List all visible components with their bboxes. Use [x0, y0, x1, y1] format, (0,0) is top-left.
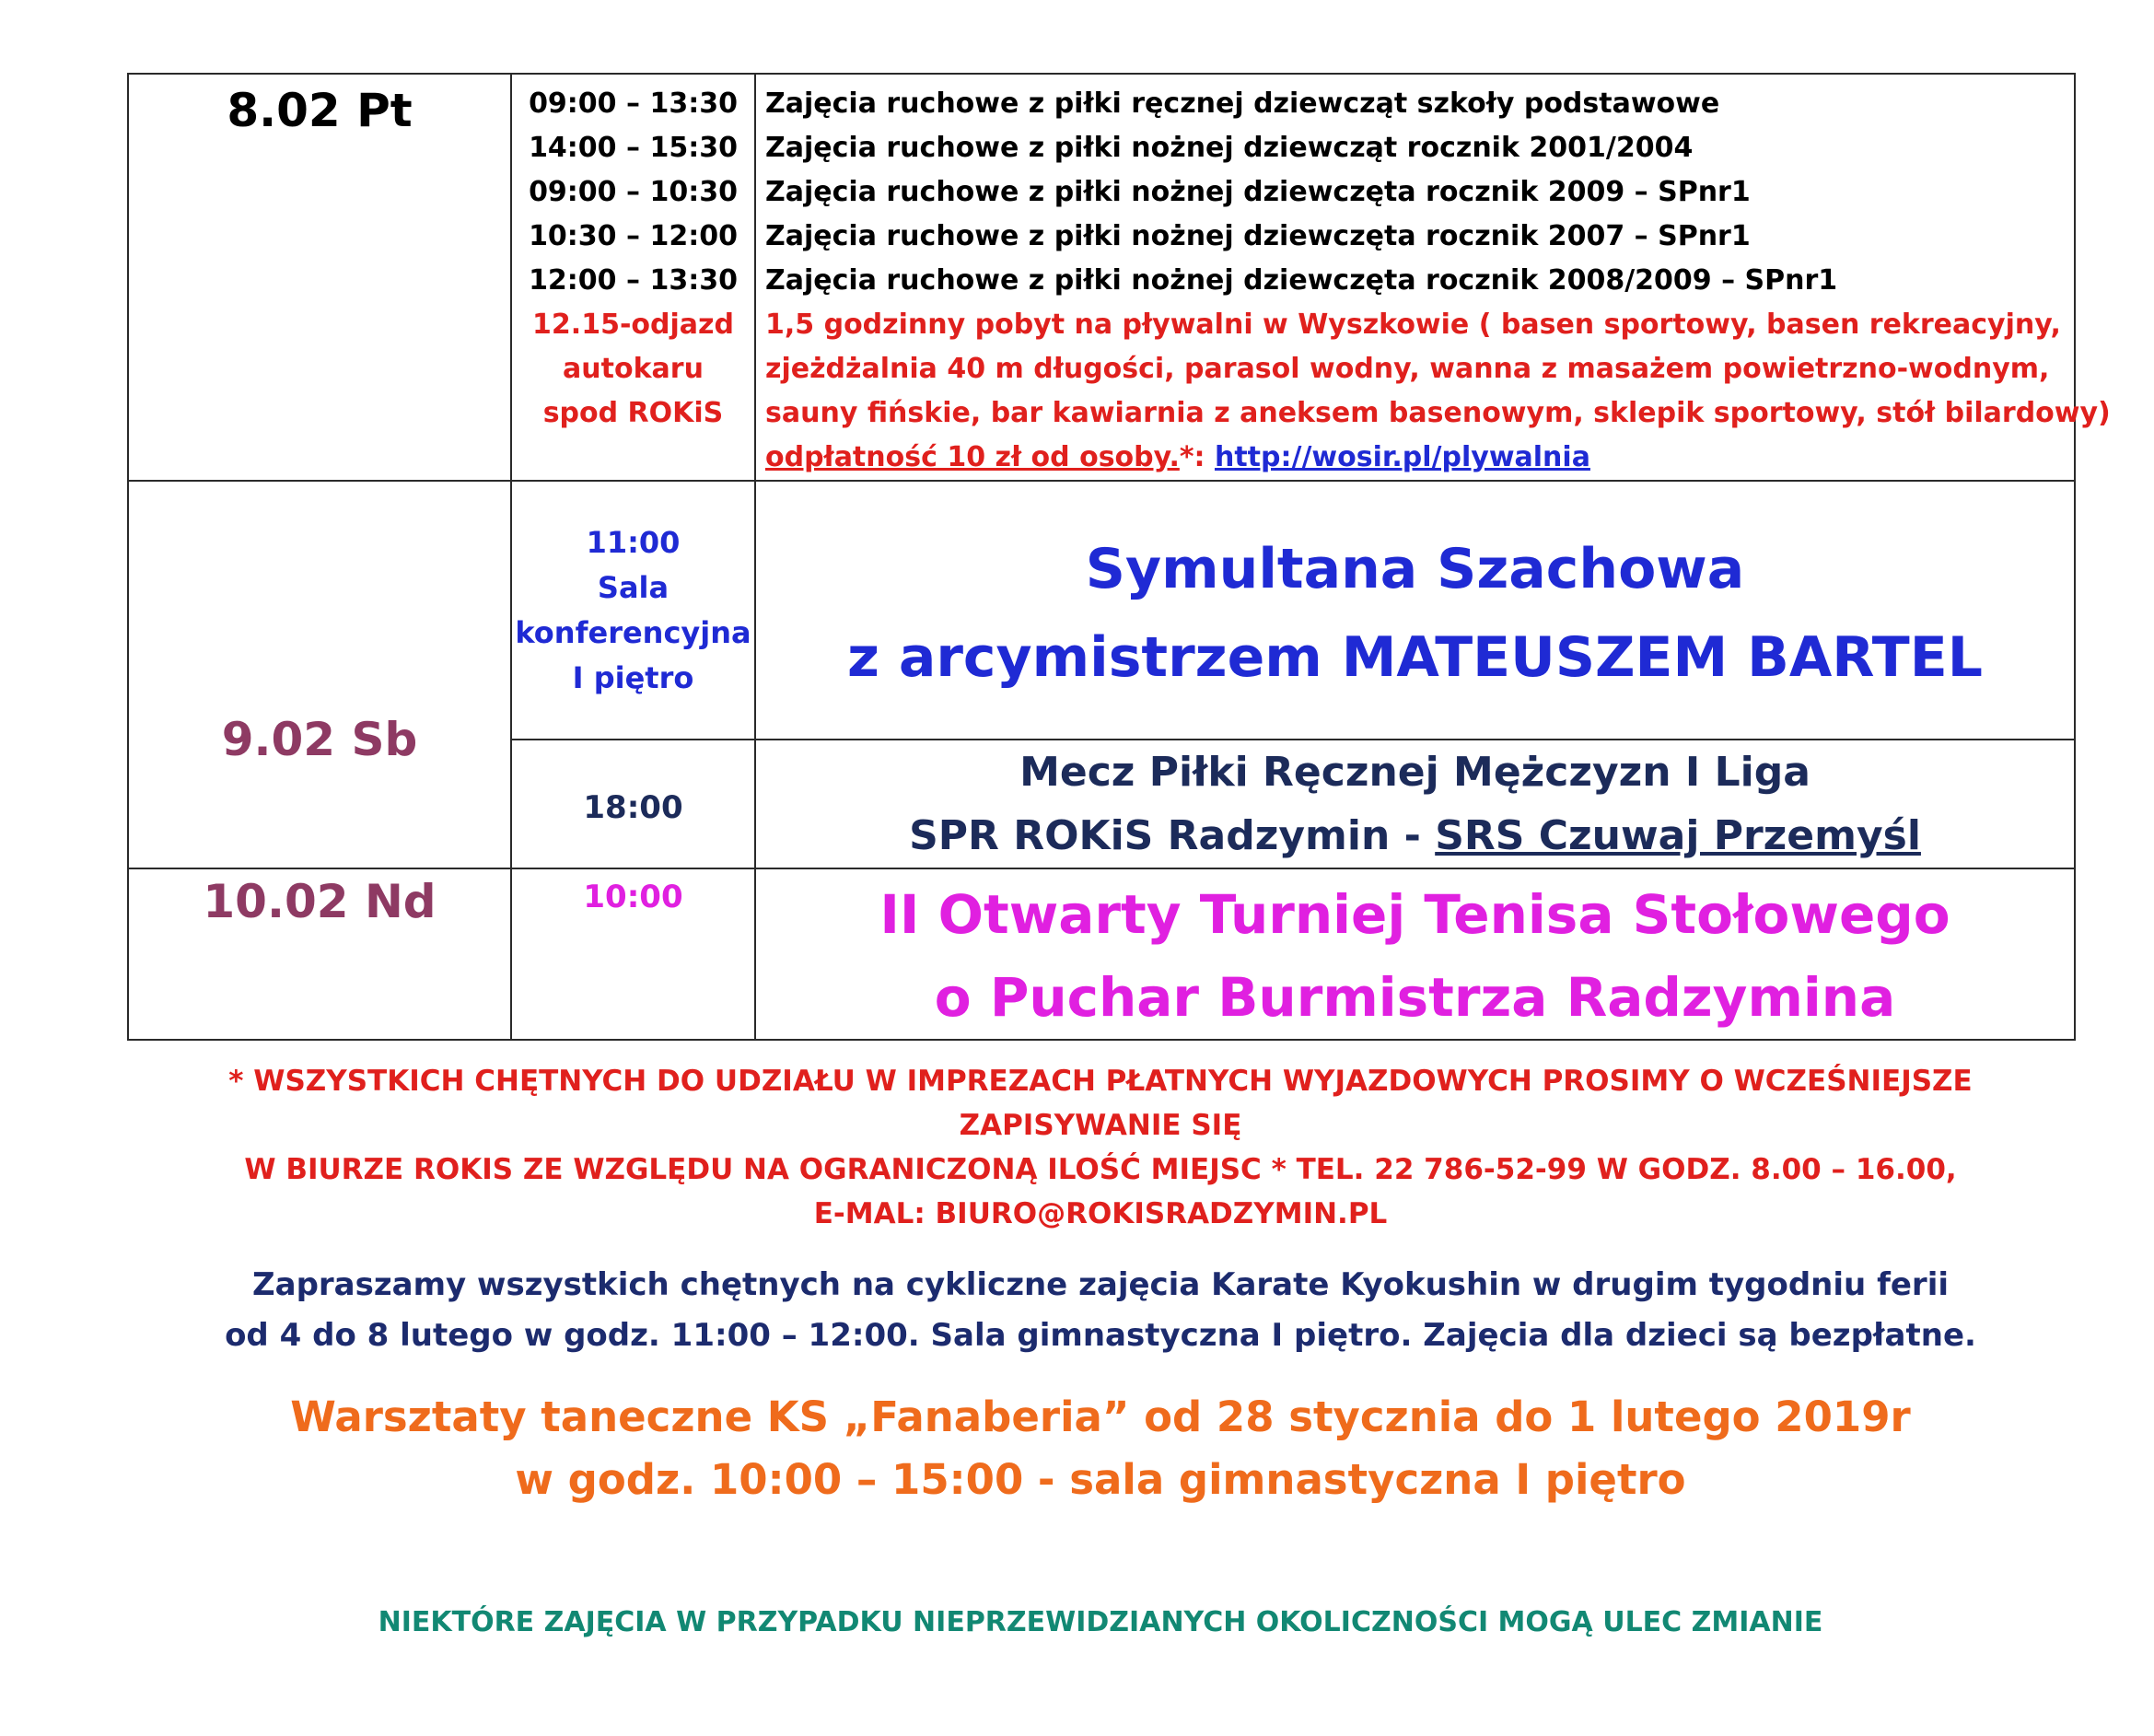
date-cell: [128, 868, 511, 1040]
activity-item: Zajęcia ruchowe z piłki ręcznej dziewcząt szkoły podstawowe: [765, 87, 1720, 120]
departure-note: autokaru: [563, 353, 704, 385]
notice-line: W BIURZE ROKIS ZE WZGLĘDU NA OGRANICZONĄ ILOŚĆ MIEJSC * TEL. 22 786-52-99 W GODZ. 8.00 – 16.00,: [244, 1153, 1957, 1186]
event-subtitle: z arcymistrzem MATEUSZEM BARTEL: [847, 624, 1983, 690]
time-slot: 09:00 – 13:30: [529, 87, 738, 120]
departure-note: 12.15-odjazd: [532, 309, 734, 341]
venue-text: Sala: [597, 569, 669, 605]
disclaimer: [127, 1604, 2074, 1641]
activity-item: Zajęcia ruchowe z piłki nożnej dziewcząt rocznik 2001/2004: [765, 132, 1694, 164]
event-title: Symultana Szachowa: [1085, 536, 1745, 601]
registration-notice: [127, 1059, 2074, 1236]
schedule-row-feb-8: [128, 74, 2075, 481]
date-label: 9.02 Sb: [221, 712, 418, 766]
notice-line: w godz. 10:00 – 15:00 - sala gimnastyczna I piętro: [515, 1455, 1686, 1504]
schedule-table: [127, 73, 2111, 1041]
match-teams: [756, 804, 2074, 868]
notice-line: E-MAL: BIURO@ROKISRADZYMIN.PL: [813, 1197, 1388, 1230]
pool-fee-suffix: *:: [1179, 441, 1215, 473]
time-cell: [511, 740, 755, 868]
event-subtitle: o Puchar Burmistrza Radzymina: [934, 966, 1896, 1029]
time-cell: [511, 868, 755, 1040]
date-cell: [128, 74, 511, 481]
event-title: II Otwarty Turniej Tenisa Stołowego: [879, 883, 1950, 946]
away-team: SRS Czuwaj Przemyśl: [1435, 812, 1921, 859]
notice-line: Zapraszamy wszystkich chętnych na cykliczne zajęcia Karate Kyokushin w drugim tygodniu ferii: [251, 1266, 1950, 1303]
date-label: 10.02 Nd: [203, 875, 437, 928]
schedule-row-feb-10: [128, 868, 2075, 1040]
venue-text: konferencyjna: [515, 614, 751, 650]
event-title-cell: [755, 868, 2075, 1040]
notice-line: od 4 do 8 lutego w godz. 11:00 – 12:00. Sala gimnastyczna I piętro. Zajęcia dla dzieci są bezpłatne.: [225, 1317, 1976, 1354]
departure-note: spod ROKiS: [542, 397, 724, 429]
disclaimer-text: NIEKTÓRE ZAJĘCIA W PRZYPADKU NIEPRZEWIDZIANYCH OKOLICZNOŚCI MOGĄ ULEC ZMIANIE: [378, 1606, 1823, 1638]
activity-item: Zajęcia ruchowe z piłki nożnej dziewczęta rocznik 2007 – SPnr1: [765, 220, 1751, 252]
pool-fee-line: [765, 436, 2074, 480]
activity-cell: [755, 74, 2111, 481]
home-team: SPR ROKiS Radzymin -: [909, 812, 1436, 859]
pool-trip-description: zjeżdżalnia 40 m długości, parasol wodny, wanna z masażem powietrzno-wodnym,: [765, 353, 2050, 385]
dance-workshop-notice: [127, 1386, 2074, 1511]
event-title: Mecz Piłki Ręcznej Mężczyzn I Liga: [1019, 749, 1811, 796]
time-slot: 10:30 – 12:00: [529, 220, 738, 252]
time-cell: [511, 74, 755, 481]
time-slot: 11:00: [586, 524, 681, 560]
date-label: 8.02 Pt: [227, 84, 413, 137]
pool-trip-description: 1,5 godzinny pobyt na pływalni w Wyszkowie ( basen sportowy, basen rekreacyjny,: [765, 309, 2061, 341]
time-slot: 18:00: [583, 789, 683, 826]
notice-line: Warsztaty taneczne KS „Fanaberia” od 28 stycznia do 1 lutego 2019r: [290, 1392, 1911, 1441]
activity-item: Zajęcia ruchowe z piłki nożnej dziewczęta rocznik 2008/2009 – SPnr1: [765, 264, 1838, 297]
time-slot: 12:00 – 13:30: [529, 264, 738, 297]
time-slot: 10:00: [583, 879, 683, 915]
time-cell: [511, 481, 755, 740]
time-slot: 14:00 – 15:30: [529, 132, 738, 164]
notice-line: * WSZYSTKICH CHĘTNYCH DO UDZIAŁU W IMPREZACH PŁATNYCH WYJAZDOWYCH PROSIMY O WCZEŚNIEJSZE ZAPISYWANIE SIĘ: [228, 1065, 1973, 1142]
event-title-cell: [755, 740, 2075, 868]
time-slot: 09:00 – 10:30: [529, 176, 738, 208]
date-cell: [128, 481, 511, 868]
pool-trip-description: sauny fińskie, bar kawiarnia z aneksem basenowym, sklepik sportowy, stół bilardowy): [765, 397, 2111, 429]
event-title-cell: [755, 481, 2075, 740]
schedule-row-feb-9-chess: [128, 481, 2075, 740]
pool-link[interactable]: http://wosir.pl/plywalnia: [1214, 441, 1590, 473]
activity-item: Zajęcia ruchowe z piłki nożnej dziewczęta rocznik 2009 – SPnr1: [765, 176, 1751, 208]
pool-fee: odpłatność 10 zł od osoby.: [765, 441, 1180, 473]
karate-notice: [127, 1260, 2074, 1361]
venue-text: I piętro: [572, 659, 694, 695]
